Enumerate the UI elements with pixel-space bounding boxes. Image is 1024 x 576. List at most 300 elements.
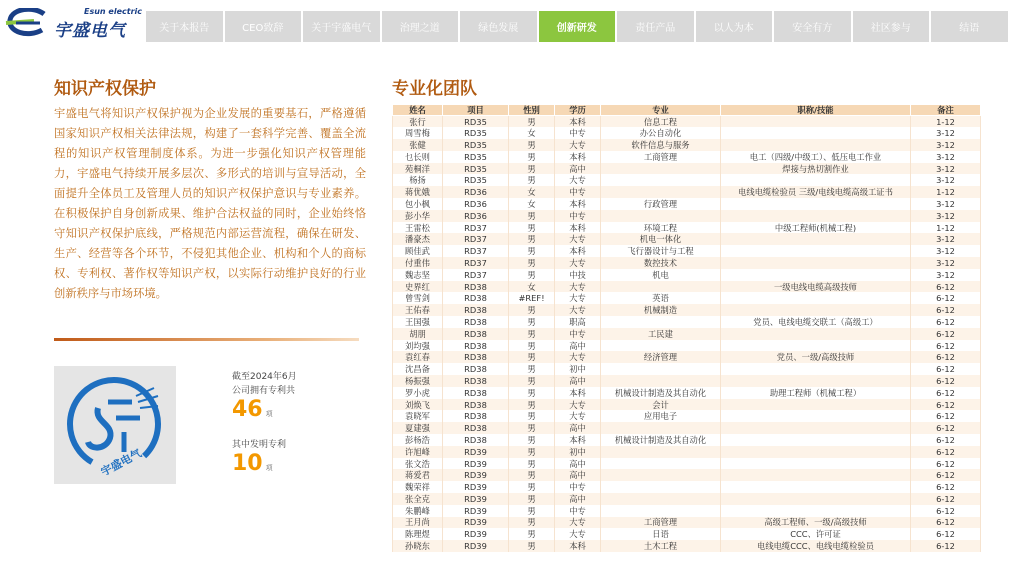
table-cell: 大专 [555, 351, 601, 363]
table-row [393, 528, 981, 540]
table-cell: 3-12 [911, 174, 981, 186]
table-cell: 沈昌备 [393, 363, 443, 375]
table-cell: 6-12 [911, 446, 981, 458]
table-cell: 大专 [555, 257, 601, 269]
table-cell: 软件信息与服务 [601, 139, 721, 151]
esun-logo-icon [4, 8, 50, 38]
table-cell: 6-12 [911, 528, 981, 540]
table-cell [601, 481, 721, 493]
table-cell: RD38 [443, 328, 509, 340]
table-cell: 男 [509, 233, 555, 245]
table-row [393, 493, 981, 505]
table-cell: 机电一体化 [601, 233, 721, 245]
table-cell: 男 [509, 434, 555, 446]
table-cell: 男 [509, 505, 555, 517]
table-cell [721, 139, 911, 151]
table-cell [721, 292, 911, 304]
table-cell: 男 [509, 446, 555, 458]
table-row [393, 139, 981, 151]
table-cell [721, 493, 911, 505]
table-cell [601, 163, 721, 175]
table-row [393, 116, 981, 128]
table-cell: 女 [509, 127, 555, 139]
column-header: 备注 [911, 105, 981, 116]
table-cell: 蒋爱君 [393, 469, 443, 481]
table-cell: RD35 [443, 163, 509, 175]
team-title: 专业化团队 [392, 79, 477, 99]
table-cell: 3-12 [911, 245, 981, 257]
table-cell: RD38 [443, 399, 509, 411]
table-cell: 包小枫 [393, 198, 443, 210]
table-cell: 6-12 [911, 316, 981, 328]
table-cell: 胡朋 [393, 328, 443, 340]
table-cell [721, 210, 911, 222]
table-cell: 6-12 [911, 469, 981, 481]
table-row [393, 505, 981, 517]
table-cell: 男 [509, 257, 555, 269]
table-cell: RD38 [443, 340, 509, 352]
table-cell: 男 [509, 163, 555, 175]
table-cell: 本科 [555, 116, 601, 128]
table-cell: 刘焕飞 [393, 399, 443, 411]
table-cell: 孙晓东 [393, 540, 443, 552]
table-cell: 6-12 [911, 517, 981, 529]
table-cell [721, 328, 911, 340]
table-cell: 经济管理 [601, 351, 721, 363]
table-cell [721, 304, 911, 316]
table-row [393, 233, 981, 245]
table-cell: 3-12 [911, 139, 981, 151]
table-row [393, 269, 981, 281]
brand-name-cn: 宇盛电气 [54, 21, 126, 41]
table-cell: 男 [509, 269, 555, 281]
table-cell: RD36 [443, 210, 509, 222]
table-cell: 6-12 [911, 540, 981, 552]
table-cell: 数控技术 [601, 257, 721, 269]
table-cell: 中专 [555, 127, 601, 139]
table-cell [721, 257, 911, 269]
nav-tab[interactable]: 结语 [931, 11, 1008, 42]
table-cell: RD39 [443, 528, 509, 540]
table-cell [721, 410, 911, 422]
table-cell [721, 245, 911, 257]
stats-label-total: 公司拥有专利共 [232, 386, 296, 396]
table-cell: 本科 [555, 151, 601, 163]
table-row [393, 351, 981, 363]
table-cell: CCC、许可证 [721, 528, 911, 540]
table-cell: 男 [509, 245, 555, 257]
table-cell [721, 481, 911, 493]
table-cell: 男 [509, 116, 555, 128]
table-cell: 大专 [555, 233, 601, 245]
table-cell [601, 340, 721, 352]
table-cell: RD39 [443, 469, 509, 481]
table-cell: 苑桐洋 [393, 163, 443, 175]
table-cell [601, 363, 721, 375]
table-cell: 潘豪杰 [393, 233, 443, 245]
table-cell: 杨振强 [393, 375, 443, 387]
section-divider [54, 338, 359, 341]
table-cell: RD35 [443, 127, 509, 139]
table-row [393, 517, 981, 529]
table-cell: 袁红春 [393, 351, 443, 363]
table-cell: #REF! [509, 292, 555, 304]
table-cell: RD38 [443, 387, 509, 399]
table-cell [721, 434, 911, 446]
table-cell: 许旭峰 [393, 446, 443, 458]
table-row [393, 316, 981, 328]
table-row [393, 469, 981, 481]
table-cell: 女 [509, 186, 555, 198]
table-cell: 党员、一级/高级技师 [721, 351, 911, 363]
nav-tab[interactable]: 绿色发展 [460, 11, 537, 42]
invention-patents-value [232, 452, 352, 480]
table-cell: 男 [509, 328, 555, 340]
table-cell: 付重伟 [393, 257, 443, 269]
table-cell: RD38 [443, 316, 509, 328]
table-cell: 3-12 [911, 163, 981, 175]
table-cell: 土木工程 [601, 540, 721, 552]
column-header: 专业 [601, 105, 721, 116]
table-cell: RD38 [443, 304, 509, 316]
table-cell: 本科 [555, 387, 601, 399]
table-cell: RD37 [443, 222, 509, 234]
nav-tab[interactable]: 安全有方 [774, 11, 851, 42]
table-cell [601, 493, 721, 505]
table-cell: 党员、电线电缆交联工（高级工） [721, 316, 911, 328]
table-row [393, 304, 981, 316]
table-cell: 6-12 [911, 351, 981, 363]
table-cell: 6-12 [911, 410, 981, 422]
table-cell: 6-12 [911, 493, 981, 505]
table-cell: 电线电缆CCC、电线电缆检验员 [721, 540, 911, 552]
table-cell [721, 363, 911, 375]
table-cell [601, 469, 721, 481]
table-cell: 男 [509, 304, 555, 316]
table-row [393, 222, 981, 234]
table-cell [601, 446, 721, 458]
column-header: 学历 [555, 105, 601, 116]
table-cell [601, 186, 721, 198]
table-cell: 男 [509, 493, 555, 505]
table-cell: RD35 [443, 139, 509, 151]
table-cell: RD38 [443, 281, 509, 293]
table-row [393, 151, 981, 163]
table-cell [601, 316, 721, 328]
table-cell: 陈理煜 [393, 528, 443, 540]
table-cell: 行政管理 [601, 198, 721, 210]
table-cell: 6-12 [911, 340, 981, 352]
table-cell: 1-12 [911, 116, 981, 128]
table-cell: 蒋优娥 [393, 186, 443, 198]
table-cell: 大专 [555, 292, 601, 304]
table-cell: 男 [509, 469, 555, 481]
table-cell [721, 399, 911, 411]
table-cell: 男 [509, 174, 555, 186]
table-cell: 6-12 [911, 328, 981, 340]
column-header: 职称/技能 [721, 105, 911, 116]
table-cell: RD39 [443, 505, 509, 517]
table-row [393, 281, 981, 293]
table-cell: 男 [509, 210, 555, 222]
table-cell: 男 [509, 410, 555, 422]
table-cell: RD37 [443, 233, 509, 245]
table-cell: 高中 [555, 375, 601, 387]
table-cell: 男 [509, 422, 555, 434]
table-cell: 中技 [555, 269, 601, 281]
table-row [393, 363, 981, 375]
column-header: 姓名 [393, 105, 443, 116]
table-cell: 中专 [555, 328, 601, 340]
table-row [393, 163, 981, 175]
table-cell: 6-12 [911, 434, 981, 446]
table-row [393, 387, 981, 399]
table-cell: 6-12 [911, 399, 981, 411]
table-cell: 大专 [555, 174, 601, 186]
invention-patents-unit: 项 [265, 464, 273, 472]
nav-tab[interactable]: 关于本报告 [146, 11, 223, 42]
section-tabs [146, 11, 1008, 42]
table-cell: 男 [509, 481, 555, 493]
table-header-row [393, 105, 981, 116]
table-cell [721, 505, 911, 517]
table-cell: 张文浩 [393, 458, 443, 470]
table-cell: 6-12 [911, 505, 981, 517]
table-cell [721, 233, 911, 245]
table-cell: 日语 [601, 528, 721, 540]
table-cell: 刘均强 [393, 340, 443, 352]
table-cell: 焊接与热切割作业 [721, 163, 911, 175]
table-cell [601, 210, 721, 222]
table-cell: 周雪梅 [393, 127, 443, 139]
table-cell: 史界红 [393, 281, 443, 293]
table-cell: 3-12 [911, 151, 981, 163]
table-cell: RD35 [443, 151, 509, 163]
table-cell [721, 116, 911, 128]
table-cell: 王国强 [393, 316, 443, 328]
table-cell: 大专 [555, 281, 601, 293]
total-patents-unit: 项 [265, 410, 273, 418]
table-cell: 一级电线电缆高级技师 [721, 281, 911, 293]
table-cell: 曾雪剑 [393, 292, 443, 304]
table-cell: 高中 [555, 163, 601, 175]
table-cell: 6-12 [911, 304, 981, 316]
column-header: 性别 [509, 105, 555, 116]
table-cell [601, 174, 721, 186]
table-cell: 男 [509, 517, 555, 529]
table-cell: 6-12 [911, 458, 981, 470]
table-row [393, 422, 981, 434]
table-cell: 电线电缆检验员 三级/电线电缆高级工证书 [721, 186, 911, 198]
table-cell: RD38 [443, 351, 509, 363]
team-table-container [392, 104, 980, 552]
table-cell: 男 [509, 151, 555, 163]
table-cell: 顾佳武 [393, 245, 443, 257]
table-cell: 男 [509, 540, 555, 552]
table-cell: RD36 [443, 198, 509, 210]
top-navigation-bar [0, 0, 1024, 42]
column-header: 项目 [443, 105, 509, 116]
table-row [393, 340, 981, 352]
patent-stats [232, 370, 352, 480]
table-cell: 1-12 [911, 222, 981, 234]
table-cell: 女 [509, 281, 555, 293]
table-cell: 大专 [555, 139, 601, 151]
table-cell [721, 458, 911, 470]
table-cell [721, 127, 911, 139]
brand-logo[interactable] [4, 6, 144, 40]
table-row [393, 198, 981, 210]
table-cell: 6-12 [911, 375, 981, 387]
total-patents-value [232, 398, 352, 426]
table-row [393, 257, 981, 269]
table-row [393, 245, 981, 257]
table-cell: 罗小虎 [393, 387, 443, 399]
ip-protection-title: 知识产权保护 [54, 79, 156, 99]
table-cell: RD37 [443, 245, 509, 257]
table-cell: 工商管理 [601, 517, 721, 529]
table-cell: 大专 [555, 410, 601, 422]
esun-emblem-icon [54, 366, 176, 484]
table-cell: 6-12 [911, 292, 981, 304]
table-cell: 机械设计制造及其自动化 [601, 434, 721, 446]
table-cell: RD36 [443, 186, 509, 198]
table-cell [721, 446, 911, 458]
table-cell: 男 [509, 375, 555, 387]
brand-name-en: Esun electric [84, 7, 142, 16]
nav-tab[interactable]: 创新研发 [539, 11, 616, 42]
table-cell: RD38 [443, 375, 509, 387]
table-cell: 中专 [555, 186, 601, 198]
total-patents-number: 46 [232, 397, 263, 422]
table-cell: 中专 [555, 210, 601, 222]
table-cell [601, 281, 721, 293]
table-cell: 工民建 [601, 328, 721, 340]
table-cell [721, 198, 911, 210]
table-cell: 王雷松 [393, 222, 443, 234]
nav-tab[interactable]: 责任产品 [617, 11, 694, 42]
table-cell: 6-12 [911, 422, 981, 434]
table-body [393, 116, 981, 552]
table-cell: 魏志坚 [393, 269, 443, 281]
table-cell: 高中 [555, 493, 601, 505]
table-cell: 会计 [601, 399, 721, 411]
table-cell: RD38 [443, 410, 509, 422]
table-row [393, 174, 981, 186]
table-row [393, 481, 981, 493]
table-cell: 工商管理 [601, 151, 721, 163]
table-cell: RD38 [443, 363, 509, 375]
table-row [393, 399, 981, 411]
table-cell: 电工（四级/中级工）、低压电工作业 [721, 151, 911, 163]
table-cell: 本科 [555, 434, 601, 446]
table-cell: 机械设计制造及其自动化 [601, 387, 721, 399]
table-cell: 应用电子 [601, 410, 721, 422]
table-cell: 职高 [555, 316, 601, 328]
table-cell: RD39 [443, 458, 509, 470]
table-cell: 王佑春 [393, 304, 443, 316]
table-cell: 信息工程 [601, 116, 721, 128]
table-cell: 本科 [555, 198, 601, 210]
nav-tab[interactable]: CEO致辞 [225, 11, 302, 42]
table-cell: 男 [509, 399, 555, 411]
table-cell: 6-12 [911, 481, 981, 493]
table-cell: 男 [509, 351, 555, 363]
table-cell: 3-12 [911, 198, 981, 210]
table-cell: 彭小华 [393, 210, 443, 222]
table-cell: 男 [509, 340, 555, 352]
stats-label-date: 截至2024年6月 [232, 372, 297, 382]
table-cell: 男 [509, 139, 555, 151]
stats-label-invention: 其中发明专利 [232, 440, 287, 450]
table-row [393, 458, 981, 470]
table-cell: 大专 [555, 399, 601, 411]
table-cell [721, 340, 911, 352]
table-cell: 男 [509, 528, 555, 540]
table-cell: 初中 [555, 446, 601, 458]
table-cell: RD39 [443, 481, 509, 493]
table-cell [721, 269, 911, 281]
table-cell: 机电 [601, 269, 721, 281]
table-cell: 中专 [555, 505, 601, 517]
table-cell: 高中 [555, 422, 601, 434]
table-cell: 环境工程 [601, 222, 721, 234]
nav-tab[interactable]: 治理之道 [382, 11, 459, 42]
table-cell: 英语 [601, 292, 721, 304]
table-cell: 中级工程师(机械工程) [721, 222, 911, 234]
table-cell: 袁晓军 [393, 410, 443, 422]
patent-logo-image [54, 366, 176, 484]
table-cell: 高中 [555, 340, 601, 352]
ip-protection-paragraph: 宇盛电气将知识产权保护视为企业发展的重要基石，严格遵循国家知识产权相关法律法规，构建了一套科学完善、覆盖全流程的知识产权管理制度体系。为进一步强化知识产权管理能力，宇盛电气持续开展多层次、多形式的培训与宣导活动，全面提升全体员工及管理人员的知识产权保护意识与专业素养。在积极保护自身创新成果、维护合法权益的同时，企业始终恪守知识产权保护底线，严格规范内部运营流程，确保在研发、生产、经营等各个环节，不侵犯其他企业、机构和个人的商标权、专利权、著作权等知识产权，以实际行动维护良好的行业创新秩序与市场环境。 [54, 107, 366, 300]
table-cell [601, 422, 721, 434]
table-cell: 男 [509, 363, 555, 375]
table-row [393, 292, 981, 304]
table-cell: 高中 [555, 458, 601, 470]
table-cell: RD39 [443, 517, 509, 529]
table-cell: RD38 [443, 422, 509, 434]
nav-tab[interactable]: 社区参与 [853, 11, 930, 42]
table-cell: 1-12 [911, 186, 981, 198]
emblem-text: 宇盛电气 [98, 446, 144, 479]
table-cell [601, 458, 721, 470]
nav-tab[interactable]: 关于宇盛电气 [303, 11, 380, 42]
table-cell: RD37 [443, 269, 509, 281]
table-row [393, 410, 981, 422]
table-cell: RD35 [443, 116, 509, 128]
table-cell: 朱鹏峰 [393, 505, 443, 517]
table-cell: 乜长则 [393, 151, 443, 163]
table-cell [721, 469, 911, 481]
table-cell: 6-12 [911, 387, 981, 399]
table-row [393, 127, 981, 139]
table-row [393, 328, 981, 340]
invention-patents-number: 10 [232, 451, 263, 476]
table-cell: 女 [509, 198, 555, 210]
table-cell: 3-12 [911, 257, 981, 269]
table-cell: 张健 [393, 139, 443, 151]
table-cell: 王月尚 [393, 517, 443, 529]
table-cell: 夏建强 [393, 422, 443, 434]
nav-tab[interactable]: 以人为本 [696, 11, 773, 42]
table-cell [601, 375, 721, 387]
table-cell: RD35 [443, 174, 509, 186]
table-cell: RD39 [443, 493, 509, 505]
table-row [393, 540, 981, 552]
table-cell [721, 375, 911, 387]
table-row [393, 375, 981, 387]
table-cell: 男 [509, 387, 555, 399]
